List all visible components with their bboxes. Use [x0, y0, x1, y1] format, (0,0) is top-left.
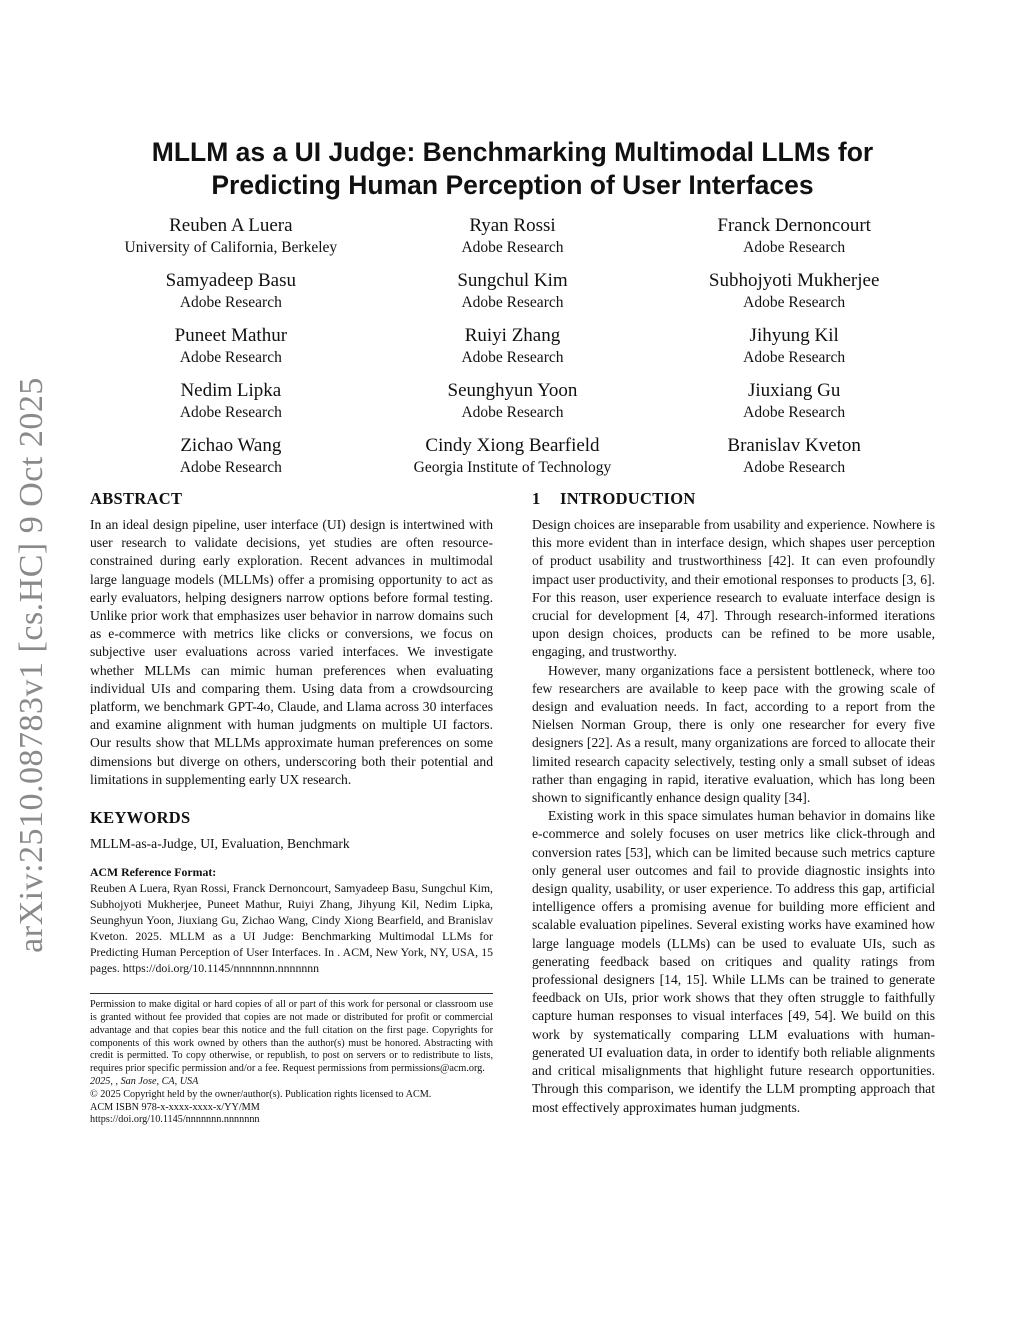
author-name: Cindy Xiong Bearfield — [425, 435, 600, 456]
intro-paragraph: However, many organizations face a persistent bottleneck, where too few researchers are available to keep pace with the growing scale of design and evaluation needs. In fact, according to a report from the Nielsen Norman Group, there is only one researcher for every five designers [22]. As a result, many organizations are forced to allocate their limited research capacity selectively, testing only a small subset of ideas rather than engaging in rapid, iterative evaluation, which has long been shown to significantly enhance design quality [34]. — [532, 662, 935, 806]
arxiv-identifier: arXiv:2510.08783v1 [cs.HC] 9 Oct 2025 — [13, 377, 50, 953]
abstract-text: In an ideal design pipeline, user interface (UI) design is intertwined with user research to validate decisions, yet studies are often resource-constrained during early exploration. Recent advances in multimodal large language models (MLLMs) offer a promising opportunity to act as early evaluators, helping designers narrow options before formal testing. Unlike prior work that emphasizes user behavior in narrow domains such as e-commerce with metrics like clicks or conversions, we focus on subjective user evaluations across varied interfaces. We investigate whether MLLMs can mimic human preferences when evaluating individual UIs and comparing them. Using data from a crowdsourcing platform, we benchmark GPT-4o, Claude, and Llama across 30 interfaces and examine alignment with human judgments on multiple UI factors. Our results show that MLLMs approximate human preferences on some dimensions but diverge on others, underscoring both their potential and limitations in supplementing early UX research. — [90, 517, 493, 787]
right-column — [532, 488, 935, 1117]
author-affiliation: Adobe Research — [743, 459, 846, 476]
author — [653, 324, 935, 379]
author — [90, 269, 372, 324]
author-affiliation: Adobe Research — [743, 404, 846, 421]
author-affiliation: Adobe Research — [461, 349, 564, 366]
author-affiliation: Adobe Research — [461, 404, 564, 421]
author — [90, 214, 372, 269]
author-affiliation: Adobe Research — [179, 294, 282, 311]
author-name: Jihyung Kil — [749, 325, 839, 346]
doi-line: https://doi.org/10.1145/nnnnnnn.nnnnnnn — [90, 1114, 260, 1126]
copyright-line: © 2025 Copyright held by the owner/author(s). Publication rights licensed to ACM. — [90, 1088, 432, 1100]
keywords-heading: KEYWORDS — [90, 808, 191, 828]
author-affiliation: Adobe Research — [743, 294, 846, 311]
author — [653, 214, 935, 269]
author-name: Reuben A Luera — [169, 215, 293, 236]
arxiv-side-stamp — [2, 377, 62, 953]
venue-line: 2025, , San Jose, CA, USA — [90, 1076, 199, 1088]
abstract-heading: ABSTRACT — [90, 489, 183, 508]
author-name: Seunghyun Yoon — [447, 380, 578, 401]
author — [372, 379, 654, 434]
author-affiliation: Adobe Research — [461, 239, 564, 256]
keywords-text: MLLM-as-a-Judge, UI, Evaluation, Benchmark — [90, 836, 350, 852]
author-affiliation: Georgia Institute of Technology — [413, 459, 612, 476]
author-affiliation: Adobe Research — [743, 349, 846, 366]
intro-paragraph: Design choices are inseparable from usability and experience. Nowhere is this more evident than in interface design, which shapes user perception of product usability and trustworthiness [42]. It can even profoundly impact user productivity, and their emotional responses to products [3, 6]. For this reason, user experience research to evaluate interface design is crucial for development [4, 47]. Through research-informed iterations upon design choices, products can be refined to be more usable, engaging, and trustworthy. — [532, 517, 935, 660]
author-name: Ruiyi Zhang — [464, 325, 561, 346]
author — [90, 434, 372, 489]
author — [653, 269, 935, 324]
permission-notice — [90, 993, 493, 1127]
acm-reference-heading: ACM Reference Format: — [90, 865, 217, 880]
paper-title — [90, 136, 935, 202]
author-affiliation: Adobe Research — [179, 404, 282, 421]
author-name: Nedim Lipka — [180, 380, 282, 401]
author — [653, 434, 935, 489]
author-block — [90, 214, 935, 489]
title-line-1: MLLM as a UI Judge: Benchmarking Multimodal LLMs for — [151, 137, 874, 167]
permission-text: Permission to make digital or hard copies of all or part of this work for personal or classroom use is granted without fee provided that copies are not made or distributed for profit or commercial advantage and that copies bear this notice and the full citation on the first page. Copyrights for components of this work owned by others than the author(s) must be honored. Abstracting with credit is permitted. To copy otherwise, or republish, to post on servers or to redistribute to lists, requires prior specific permission and/or a fee. Request permissions from permissions@acm.org. — [90, 999, 493, 1075]
author-affiliation: University of California, Berkeley — [124, 239, 338, 256]
section-number: 1 — [532, 489, 541, 508]
author — [653, 379, 935, 434]
author-name: Zichao Wang — [180, 435, 282, 456]
author-name: Subhojyoti Mukherjee — [708, 270, 880, 291]
isbn-line: ACM ISBN 978-x-xxxx-xxxx-x/YY/MM — [90, 1101, 260, 1113]
title-line-2: Predicting Human Perception of User Interfaces — [211, 170, 814, 200]
author-name: Puneet Mathur — [174, 325, 288, 346]
author — [90, 324, 372, 379]
intro-paragraph: Existing work in this space simulates human behavior in domains like e-commerce and solely focuses on user metrics like click-through and conversion rates [53], which can be limited because such metrics capture only general user outcomes and fail to provide diagnostic insights into design quality, usability, or user experience. To address this gap, artificial intelligence offers a promising avenue for building more efficient and scalable evaluation pipelines. Several existing works have examined how large language models (LLMs) can be used to evaluate UIs, such as generating feedback based on critiques and quality ratings from professional designers [14, 15]. While LLMs can be trained to generate feedback on UIs, prior work shows that they often struggle to faithfully capture human responses to visual interfaces [49, 54]. We build on this work by systematically comparing LLM evaluations with human-generated UI evaluation data, in order to identify both reliable alignments and critical misalignments that highlight future research opportunities. Through this comparison, we identify the LLM prompting approach that most effectively approximates human judgments. — [532, 808, 935, 1115]
author — [372, 269, 654, 324]
author-affiliation: Adobe Research — [179, 459, 282, 476]
acm-reference-text: Reuben A Luera, Ryan Rossi, Franck Dernoncourt, Samyadeep Basu, Sungchul Kim, Subhojyoti Mukherjee, Puneet Mathur, Ruiyi Zhang, Jihyung Kil, Nedim Lipka, Seunghyun Yoon, Jiuxiang Gu, Zichao Wang, Cindy Xiong Bearfield, and Branislav Kveton. 2025. MLLM as a UI Judge: Benchmarking Multimodal LLMs for Predicting Human Perception of User Interfaces. In . ACM, New York, NY, USA, 15 pages. https://doi.org/10.1145/nnnnnnn.nnnnnnn — [90, 881, 493, 976]
author-affiliation: Adobe Research — [179, 349, 282, 366]
author — [372, 434, 654, 489]
author-name: Franck Dernoncourt — [717, 215, 871, 236]
author-name: Branislav Kveton — [727, 435, 861, 456]
left-column — [90, 488, 493, 1127]
introduction-heading — [532, 488, 935, 510]
author-affiliation: Adobe Research — [743, 239, 846, 256]
author-name: Samyadeep Basu — [165, 270, 296, 291]
author-affiliation: Adobe Research — [461, 294, 564, 311]
author-name: Sungchul Kim — [457, 270, 568, 291]
section-title: INTRODUCTION — [560, 489, 696, 508]
author-name: Jiuxiang Gu — [747, 380, 841, 401]
author — [90, 379, 372, 434]
author-name: Ryan Rossi — [469, 215, 556, 236]
author — [372, 214, 654, 269]
author — [372, 324, 654, 379]
